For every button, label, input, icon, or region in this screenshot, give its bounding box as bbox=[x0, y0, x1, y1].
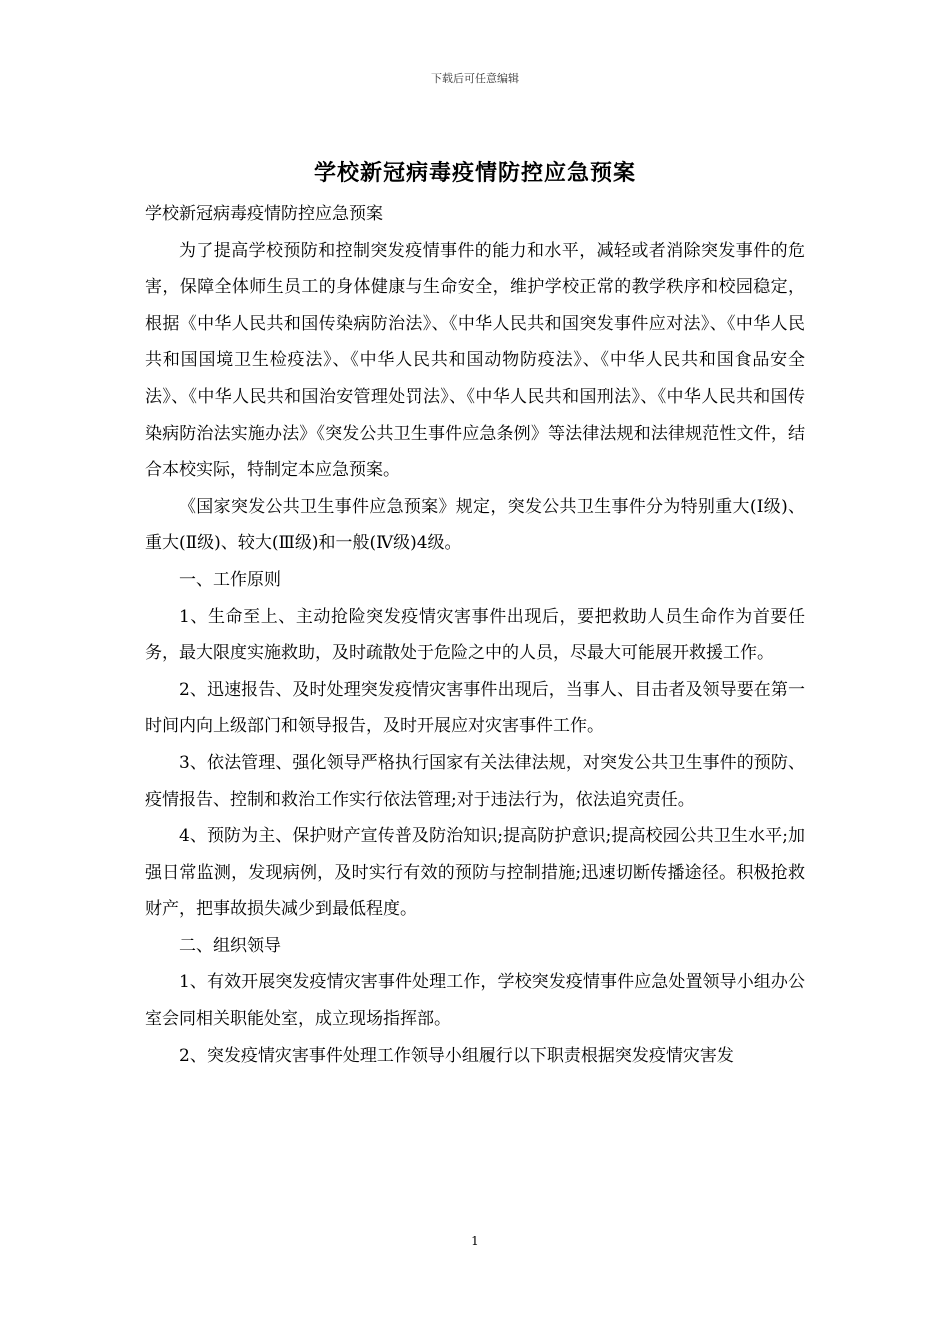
intro-paragraph: 为了提高学校预防和控制突发疫情事件的能力和水平，减轻或者消除突发事件的危害，保障全体师生员工的身体健康与生命安全，维护学校正常的教学秩序和校园稳定，根据《中华人民共和国传染病防治法》、《中华人民共和国突发事件应对法》、《中华人民共和国国境卫生检疫法》、《中华人民共和国动物防疫法》、《中华人民共和国食品安全法》、《中华人民共和国治安管理处罚法》、《中华人民共和国刑法》、《中华人民共和国传染病防治法实施办法》《突发公共卫生事件应急条例》等法律法规和法律规范性文件，结合本校实际，特制定本应急预案。 bbox=[145, 240, 805, 481]
document-body bbox=[145, 196, 805, 1074]
classification-paragraph: 《国家突发公共卫生事件应急预案》规定，突发公共卫生事件分为特别重大(Ⅰ级)、重大(Ⅱ级)、较大(Ⅲ级)和一般(Ⅳ级)4级。 bbox=[145, 496, 805, 554]
organization-paragraph-1: 1、有效开展突发疫情灾害事件处理工作，学校突发疫情事件应急处置领导小组办公室会同相关职能处室，成立现场指挥部。 bbox=[145, 972, 805, 1030]
subtitle-paragraph: 学校新冠病毒疫情防控应急预案 bbox=[145, 204, 383, 224]
section-heading-organization: 二、组织领导 bbox=[179, 935, 281, 956]
principle-paragraph-1: 1、生命至上、主动抢险突发疫情灾害事件出现后，要把救助人员生命作为首要任务，最大限度实施救助，及时疏散处于危险之中的人员，尽最大可能展开救援工作。 bbox=[145, 606, 805, 664]
section-heading-principles: 一、工作原则 bbox=[179, 569, 281, 590]
principle-paragraph-4: 4、预防为主、保护财产宣传普及防治知识;提高防护意识;提高校园公共卫生水平;加强日常监测，发现病例，及时实行有效的预防与控制措施;迅速切断传播途径。积极抢救财产，把事故损失减少到最低程度。 bbox=[145, 826, 805, 920]
principle-paragraph-2: 2、迅速报告、及时处理突发疫情灾害事件出现后，当事人、目击者及领导要在第一时间内向上级部门和领导报告，及时开展应对灾害事件工作。 bbox=[145, 679, 805, 737]
principle-paragraph-3: 3、依法管理、强化领导严格执行国家有关法律法规，对突发公共卫生事件的预防、疫情报告、控制和救治工作实行依法管理;对于违法行为，依法追究责任。 bbox=[145, 752, 805, 810]
organization-paragraph-2: 2、突发疫情灾害事件处理工作领导小组履行以下职责根据突发疫情灾害发 bbox=[179, 1045, 734, 1066]
page-number: 1 bbox=[471, 1234, 479, 1248]
document-title: 学校新冠病毒疫情防控应急预案 bbox=[313, 160, 636, 186]
header-note: 下载后可任意编辑 bbox=[431, 72, 519, 85]
